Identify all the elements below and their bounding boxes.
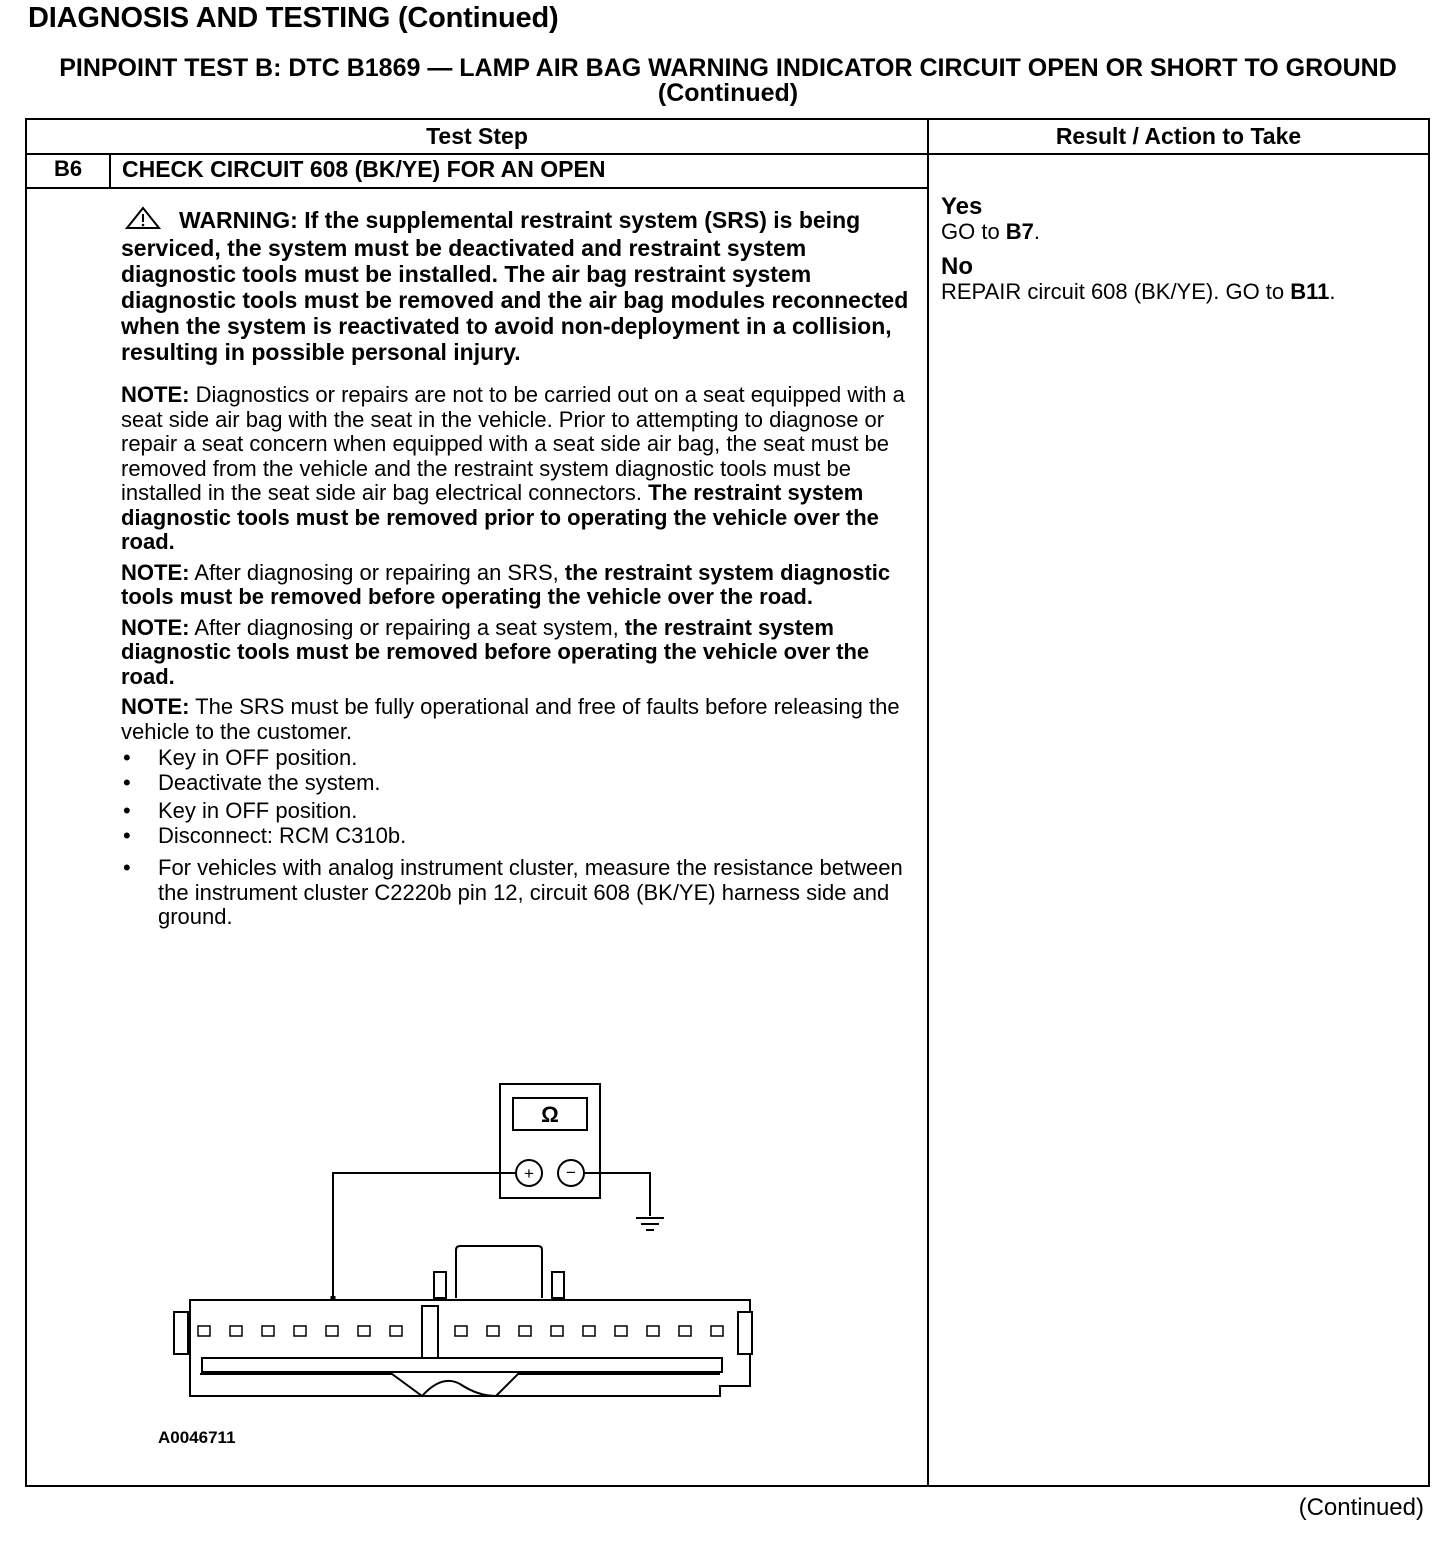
note-paragraph	[121, 616, 911, 690]
step-list	[121, 746, 911, 930]
result-yes-label: Yes	[941, 193, 983, 220]
step-id: B6	[53, 156, 83, 181]
step-list-item: • Deactivate the system.	[121, 771, 911, 796]
note-text: The SRS must be fully operational and free of faults before releasing the vehicle to the customer.	[121, 694, 900, 744]
ohmmeter-connector-diagram	[160, 1078, 760, 1423]
step-id-divider	[109, 154, 111, 188]
note-label: NOTE:	[121, 382, 190, 407]
pinpoint-test-title: PINPOINT TEST B: DTC B1869 — LAMP AIR BAG WARNING INDICATOR CIRCUIT OPEN OR SHORT TO GROUND (Continued)	[59, 54, 1397, 107]
note-emphasis: the restraint system diagnostic tools must be removed before operating the vehicle over the road.	[121, 559, 891, 609]
warning-paragraph	[121, 206, 911, 365]
ohmmeter-icon	[500, 1084, 600, 1198]
meter-minus-label: −	[566, 1163, 576, 1182]
step-row-divider	[25, 187, 928, 189]
note-label: NOTE:	[121, 614, 190, 640]
ground-icon	[636, 1218, 664, 1230]
note-emphasis: the restraint system diagnostic tools must be removed before operating the vehicle over the road.	[121, 614, 870, 689]
note-emphasis: The restraint system diagnostic tools must be removed prior to operating the vehicle over the road.	[121, 480, 879, 554]
step-list-item: • For vehicles with analog instrument cluster, measure the resistance between the instrument cluster C2220b pin 12, circuit 608 (BK/YE) harness side and ground.	[121, 856, 911, 930]
step-list-item: • Disconnect: RCM C310b.	[121, 824, 911, 849]
result-yes-target: B7	[1005, 219, 1034, 244]
column-divider	[927, 118, 929, 1487]
warning-triangle-icon	[125, 206, 161, 235]
header-row-divider	[25, 153, 1430, 155]
column-header-test-step: Test Step	[426, 123, 528, 149]
step-list-item: • Key in OFF position.	[121, 746, 911, 771]
note-paragraph	[121, 695, 911, 744]
meter-symbol: Ω	[541, 1102, 559, 1127]
test-step-body	[121, 206, 911, 930]
page-title: DIAGNOSIS AND TESTING (Continued)	[28, 2, 559, 34]
result-no-target: B11	[1290, 279, 1330, 304]
result-yes: Yes GO to B7.	[941, 193, 1041, 244]
result-no-label: No	[941, 253, 973, 280]
column-header-result: Result / Action to Take	[1055, 123, 1302, 149]
step-title: CHECK CIRCUIT 608 (BK/YE) FOR AN OPEN	[122, 156, 606, 182]
note-paragraph	[121, 561, 911, 610]
note-label: NOTE:	[121, 694, 190, 719]
note-text: After diagnosing or repairing an SRS,	[189, 559, 565, 585]
result-no: No REPAIR circuit 608 (BK/YE). GO to B11.	[941, 253, 1336, 304]
note-text: Diagnostics or repairs are not to be carried out on a seat equipped with a seat side air bag with the seat in the vehicle. Prior to attempting to diagnose or repair a seat concern when equipped with a seat side air bag, the seat must be removed from the vehicle and the restraint system diagnostic tools must be installed in the seat side air bag electrical connectors.	[121, 382, 905, 505]
note-paragraph	[121, 383, 911, 555]
result-no-text: REPAIR circuit 608 (BK/YE). GO to	[941, 279, 1291, 304]
step-list-item: • Key in OFF position.	[121, 799, 911, 824]
note-label: NOTE:	[121, 559, 190, 585]
connector-c2220b-icon	[174, 1246, 752, 1396]
note-text: After diagnosing or repairing a seat system,	[189, 614, 625, 640]
warning-text: WARNING: If the supplemental restraint system (SRS) is being serviced, the system must be deactivated and restraint system diagnostic tools must be installed. The air bag restraint system diagnostic tools must be removed and the air bag modules reconnected when the system is reactivated to avoid non-deployment in a collision, resulting in possible personal injury.	[121, 207, 909, 365]
result-yes-text: GO to	[941, 219, 1006, 244]
continued-label: (Continued)	[1298, 1494, 1424, 1521]
meter-plus-label: +	[524, 1164, 534, 1183]
figure-id: A0046711	[158, 1428, 236, 1447]
